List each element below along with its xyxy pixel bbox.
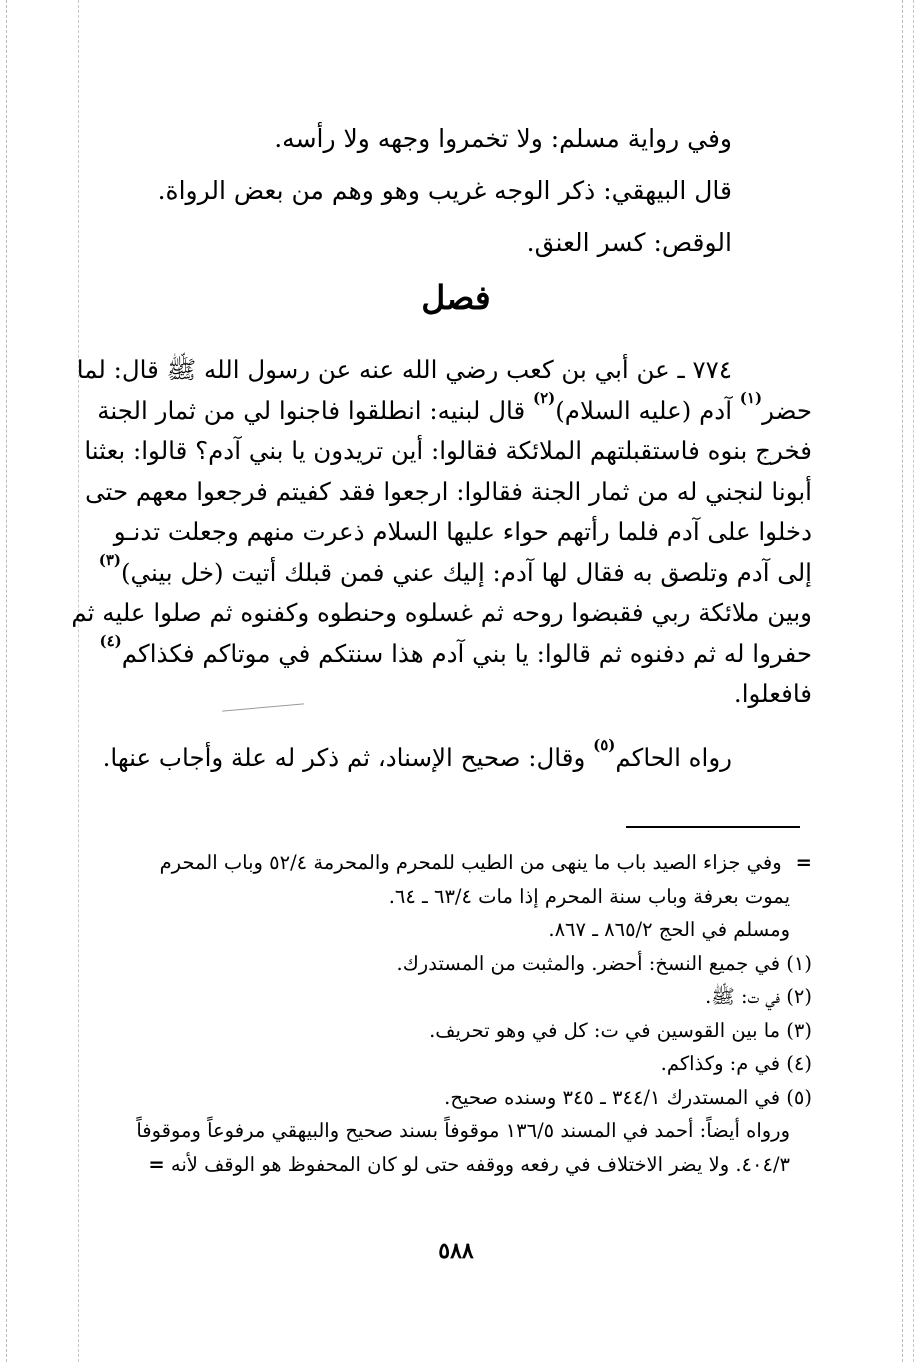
footnote-ref-5: (٥) <box>593 736 616 754</box>
intro-line: الوقص: كسر العنق. <box>526 228 732 257</box>
footnote-1: (١) في جميع النسخ: أحضر. والمثبت من المستدرك. <box>396 951 812 975</box>
footnote-5-continuation <box>100 1148 790 1182</box>
scan-border-line <box>78 0 79 1362</box>
intro-line: وفي رواية مسلم: ولا تخمروا وجهه ولا رأسه. <box>274 124 732 153</box>
hadith-line <box>98 550 812 594</box>
hadith-text: إلى آدم وتلصق به فقال لها آدم: إليك عني فمن قبلك أتيت (خل بيني) <box>120 557 812 587</box>
footnote-3: (٣) ما بين القوسين في ت: كل في وهو تحريف. <box>429 1018 812 1042</box>
narration-paragraph <box>100 738 812 778</box>
hadith-text: قال لبنيه: انطلقوا فاجنوا لي من ثمار الجنة <box>97 395 533 425</box>
hadith-line <box>99 631 812 675</box>
narration-text: وقال: صحيح الإسناد، ثم ذكر له علة وأجاب عنها. <box>102 743 594 772</box>
hadith-line: أبونا لنجني له من ثمار الجنة فقالوا: ارجعوا فقد كفيتم فرجعوا معهم حتى <box>85 476 812 506</box>
hadith-line: ٧٧٤ ـ عن أبي بن كعب رضي الله عنه عن رسول الله ﷺ قال: لما <box>76 355 732 384</box>
scan-border-line <box>6 0 7 1362</box>
scan-border-line <box>902 0 903 1362</box>
footnote-text: ٤٠٤/٣. ولا يضر الاختلاف في رفعه ووقفه حتى لو كان المحفوظ هو الوقف لأنه <box>170 1152 790 1176</box>
scan-border-line <box>913 0 914 1362</box>
footnote-ref-4: (٤) <box>99 631 122 650</box>
footnote-5-continuation: ورواه أيضاً: أحمد في المسند ١٣٦/٥ موقوفاً بسند صحيح والبيهقي مرفوعاً وموقوفاً <box>136 1119 790 1142</box>
hadith-line: وبين ملائكة ربي فقبضوا روحه ثم غسلوه وحنطوه وكفنوه ثم صلوا عليه ثم <box>71 598 812 627</box>
hadith-line: فخرج بنوه فاستقبلتهم الملائكة فقالوا: أين تريدون يا بني آدم؟ قالوا: بعثنا <box>84 436 812 465</box>
footnote-5: (٥) في المستدرك ٣٤٤/١ ـ ٣٤٥ وسنده صحيح. <box>444 1085 812 1109</box>
footnote-continuation: يموت بعرفة وباب سنة المحرم إذا مات ٦٣/٤ ـ ٦٤. <box>388 884 790 908</box>
hadith-text: حفروا له ثم دفنوه ثم قالوا: يا بني آدم هذا سنتكم في موتاكم فكذاكم <box>121 638 812 668</box>
footnote-4: (٤) في م: وكذاكم. <box>660 1052 812 1075</box>
narration-line <box>100 738 732 778</box>
footnotes <box>100 846 812 1181</box>
intro-line: قال البيهقي: ذكر الوجه غريب وهو وهم من بعض الرواة. <box>157 176 732 205</box>
hadith-text: حضر <box>762 395 812 425</box>
footnote-continuation <box>100 846 812 880</box>
hadith-line: فافعلوا. <box>733 679 812 708</box>
footnote-separator <box>626 826 800 828</box>
page-number: ٥٨٨ <box>438 1238 474 1264</box>
footnote-continuation: ومسلم في الحج ٨٦٥/٢ ـ ٨٦٧. <box>548 918 790 941</box>
footnote-ref-3: (٣) <box>98 550 121 569</box>
intro-paragraphs <box>100 113 812 269</box>
continuation-marker: = <box>795 851 812 874</box>
footnote-ref-1: (١) <box>739 388 763 407</box>
footnote-ref-2: (٢) <box>532 388 556 407</box>
narration-text: رواه الحاكم <box>615 743 732 772</box>
footnote-text: وفي جزاء الصيد باب ما ينهى من الطيب للمحرم والمحرمة ٥٢/٤ وباب المحرم <box>159 851 782 874</box>
hadith-text: آدم (عليه السلام) <box>555 395 740 425</box>
hadith-line <box>97 388 812 432</box>
section-title: فصل <box>421 278 491 317</box>
hadith-paragraph <box>71 350 812 715</box>
hadith-line: دخلوا على آدم فلما رأتهم حواء عليها السلام ذعرت منهم وجعلت تدنـو <box>113 517 812 546</box>
continuation-marker: = <box>148 1152 165 1176</box>
footnote-2: (٢) في ت: ﷺ. <box>705 985 812 1008</box>
